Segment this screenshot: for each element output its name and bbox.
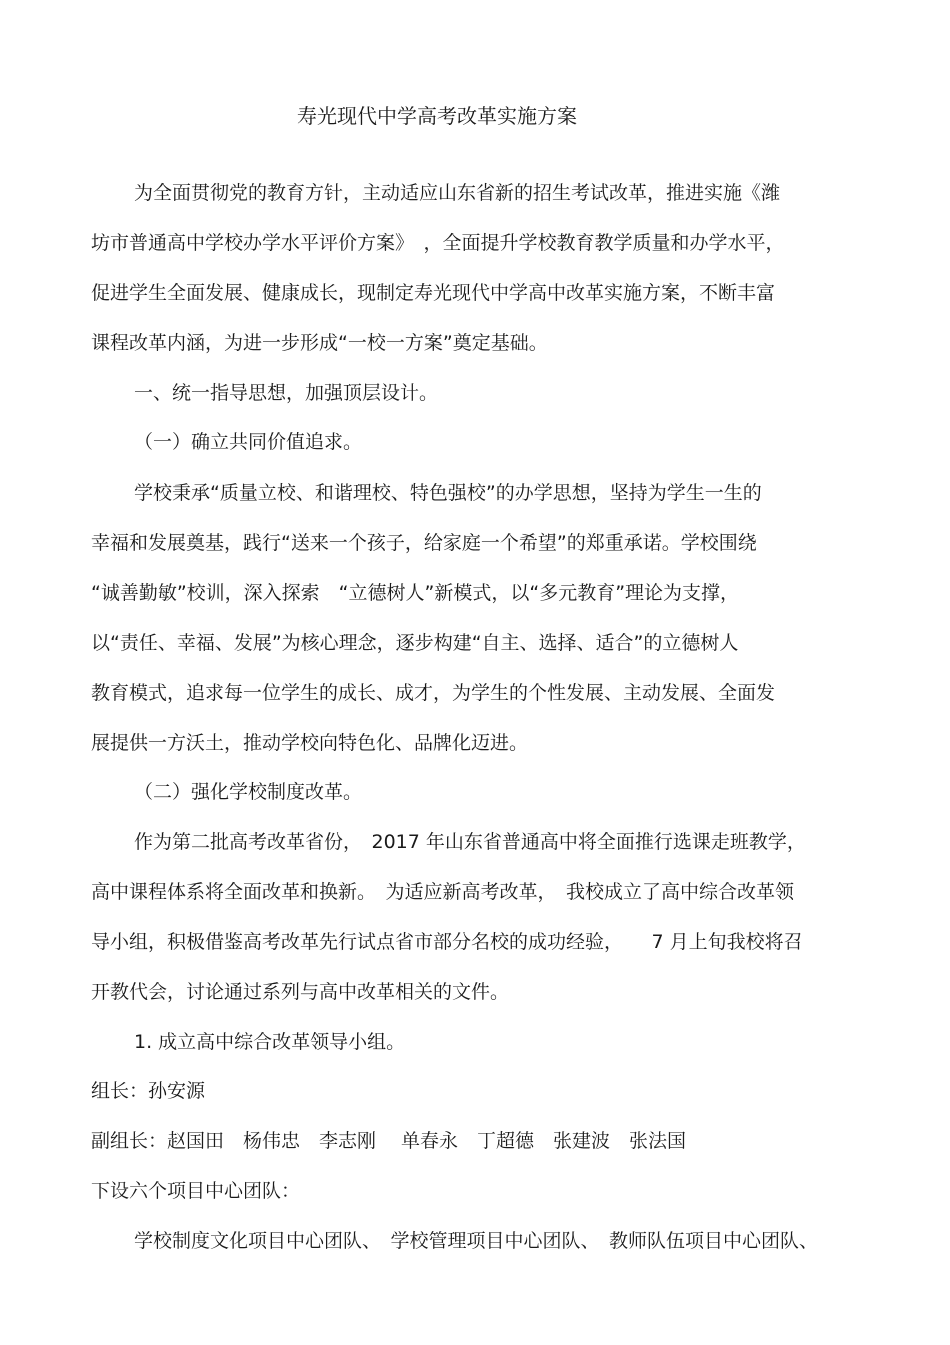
numbered-item: 1. 成立高中综合改革领导小组。 xyxy=(134,1031,406,1053)
paragraph-line: 下设六个项目中心团队： xyxy=(91,1180,301,1202)
leader-line: 组长：孙安源 xyxy=(91,1080,206,1102)
paragraph-line: 展提供一方沃土，推动学校向特色化、品牌化迈进。 xyxy=(91,732,529,754)
paragraph-line: 导小组，积极借鉴高考改革先行试点省市部分名校的成功经验， 7 月上旬我校将召 xyxy=(91,931,803,953)
deputy-leaders-line: 副组长：赵国田 杨伟忠 李志刚 单春永 丁超德 张建波 张法国 xyxy=(91,1130,687,1152)
paragraph-line: 教育模式，追求每一位学生的成长、成才，为学生的个性发展、主动发展、全面发 xyxy=(91,682,776,704)
document-title: 寿光现代中学高考改革实施方案 xyxy=(297,104,577,128)
paragraph-line: 以“责任、幸福、发展”为核心理念，逐步构建“自主、选择、适合”的立德树人 xyxy=(91,632,739,654)
paragraph-line: 幸福和发展奠基，践行“送来一个孩子，给家庭一个希望”的郑重承诺。学校围绕 xyxy=(91,532,757,554)
subsection-heading: （二）强化学校制度改革。 xyxy=(134,781,363,803)
paragraph-line: 开教代会，讨论通过系列与高中改革相关的文件。 xyxy=(91,981,510,1003)
paragraph-line: 课程改革内涵，为进一步形成“一校一方案”奠定基础。 xyxy=(91,332,548,354)
paragraph-line: 作为第二批高考改革省份， 2017 年山东省普通高中将全面推行选课走班教学， xyxy=(134,831,806,853)
paragraph-line: 坊市普通高中学校办学水平评价方案》 ，全面提升学校教育教学质量和办学水平， xyxy=(91,232,785,254)
paragraph-line: 学校秉承“质量立校、和谐理校、特色强校”的办学思想，坚持为学生一生的 xyxy=(134,482,762,504)
subsection-heading: （一）确立共同价值追求。 xyxy=(134,431,363,453)
section-heading: 一、统一指导思想，加强顶层设计。 xyxy=(134,382,439,404)
paragraph-line: 促进学生全面发展、健康成长，现制定寿光现代中学高中改革实施方案，不断丰富 xyxy=(91,282,776,304)
paragraph-line: 为全面贯彻党的教育方针，主动适应山东省新的招生考试改革，推进实施《潍 xyxy=(134,182,781,204)
paragraph-line: 学校制度文化项目中心团队、 学校管理项目中心团队、 教师队伍项目中心团队、 xyxy=(134,1230,819,1252)
paragraph-line: 高中课程体系将全面改革和换新。 为适应新高考改革， 我校成立了高中综合改革领 xyxy=(91,881,795,903)
paragraph-line: “诚善勤敏”校训，深入探索 “立德树人”新模式，以“多元教育”理论为支撑， xyxy=(91,582,740,604)
